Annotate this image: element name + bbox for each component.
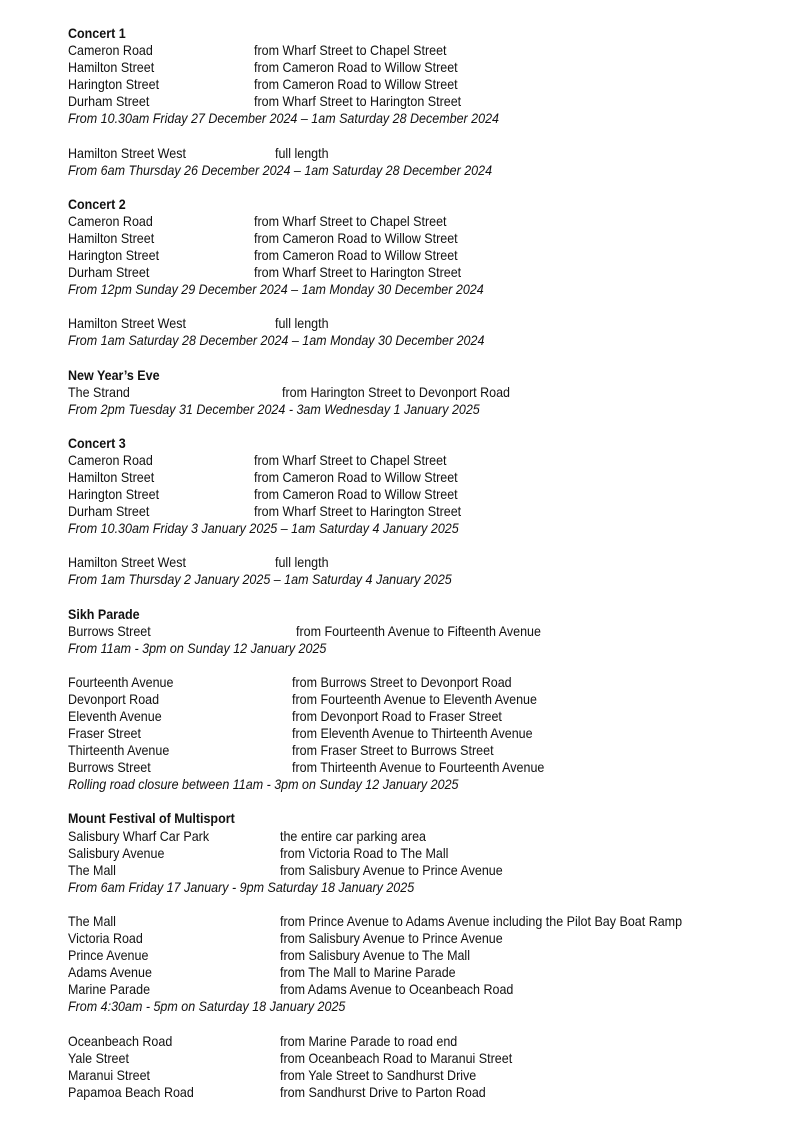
closure-group: [68, 145, 730, 179]
closure-row: [68, 247, 730, 264]
road-name: Cameron Road: [68, 43, 153, 59]
closure-row: [68, 674, 730, 691]
road-name: Harington Street: [68, 248, 160, 264]
closure-group: [68, 452, 730, 537]
road-name: Harington Street: [68, 77, 160, 93]
closure-row: [68, 708, 730, 725]
closure-period: From 1am Saturday 28 December 2024 – 1am Monday 30 December 2024: [68, 333, 485, 349]
closure-extent: from Fourteenth Avenue to Eleventh Avenue: [291, 691, 537, 707]
closure-extent: from Marine Parade to road end: [279, 1033, 458, 1049]
closure-row: [68, 828, 730, 845]
closure-row: [68, 452, 730, 469]
closure-section: [68, 25, 730, 179]
road-name: Hamilton Street: [68, 230, 155, 246]
road-name: Salisbury Avenue: [68, 845, 165, 861]
road-name: Hamilton Street West: [68, 555, 186, 571]
closure-section: [68, 435, 730, 589]
road-name: Fraser Street: [68, 726, 141, 742]
section-heading: Sikh Parade: [68, 606, 140, 622]
closure-extent: from Cameron Road to Willow Street: [253, 487, 458, 503]
road-name: Burrows Street: [68, 760, 151, 776]
closure-period: From 10.30am Friday 3 January 2025 – 1am Saturday 4 January 2025: [68, 521, 459, 537]
closure-row: [68, 1067, 730, 1084]
road-name: The Mall: [68, 913, 116, 929]
closure-extent: full length: [275, 145, 329, 161]
closure-extent: from Thirteenth Avenue to Fourteenth Avenue: [291, 760, 545, 776]
closure-extent: from Adams Avenue to Oceanbeach Road: [279, 982, 514, 998]
closure-row: [68, 845, 730, 862]
closure-row: [68, 264, 730, 281]
closure-extent: from Devonport Road to Fraser Street: [291, 709, 502, 724]
road-name: Salisbury Wharf Car Park: [68, 828, 210, 844]
road-name: Papamoa Beach Road: [68, 1084, 194, 1100]
closure-row: [68, 469, 730, 486]
closure-row: [68, 725, 730, 742]
closure-row: [68, 981, 730, 998]
section-heading: Concert 1: [68, 26, 126, 41]
road-name: Yale Street: [68, 1050, 129, 1066]
closure-extent: full length: [275, 316, 329, 332]
closure-period: From 11am - 3pm on Sunday 12 January 2025: [68, 640, 327, 656]
closure-row: [68, 623, 730, 640]
road-name: Victoria Road: [68, 931, 143, 947]
section-heading: Concert 2: [68, 196, 126, 212]
road-name: Marine Parade: [68, 982, 151, 998]
closure-extent: from Fourteenth Avenue to Fifteenth Avenue: [295, 623, 541, 639]
closure-row: [68, 913, 730, 930]
closure-section: [68, 196, 730, 350]
closure-extent: full length: [275, 555, 329, 571]
closure-row: [68, 230, 730, 247]
road-name: Thirteenth Avenue: [68, 743, 170, 759]
closure-row: [68, 213, 730, 230]
closure-row: [68, 93, 730, 110]
closure-row: [68, 503, 730, 520]
road-name: Hamilton Street West: [68, 316, 186, 332]
road-name: Prince Avenue: [68, 948, 149, 964]
closure-extent: from Cameron Road to Willow Street: [253, 248, 458, 264]
closure-row: [68, 1050, 730, 1067]
road-name: The Strand: [68, 384, 130, 400]
closure-row: [68, 947, 730, 964]
closure-extent: from Wharf Street to Chapel Street: [253, 43, 447, 59]
closure-row: [68, 486, 730, 503]
closure-extent: from Wharf Street to Harington Street: [253, 504, 462, 520]
closure-extent: from Eleventh Avenue to Thirteenth Avenue: [291, 726, 533, 742]
closure-group: [68, 913, 730, 1016]
closure-period: From 12pm Sunday 29 December 2024 – 1am Monday 30 December 2024: [68, 282, 484, 298]
road-name: The Mall: [68, 862, 116, 878]
closure-extent: from Wharf Street to Harington Street: [253, 265, 462, 281]
closure-row: [68, 384, 730, 401]
road-name: Hamilton Street: [68, 469, 155, 485]
closure-extent: from The Mall to Marine Parade: [279, 965, 456, 981]
closure-extent: from Wharf Street to Harington Street: [253, 94, 462, 110]
closure-extent: from Salisbury Avenue to The Mall: [279, 948, 470, 964]
closure-extent: from Victoria Road to The Mall: [279, 845, 449, 861]
road-name: Eleventh Avenue: [68, 709, 162, 724]
closure-extent: from Salisbury Avenue to Prince Avenue: [279, 931, 503, 947]
closure-extent: from Burrows Street to Devonport Road: [291, 674, 512, 690]
closure-row: [68, 964, 730, 981]
closure-row: [68, 862, 730, 879]
road-name: Burrows Street: [68, 623, 151, 639]
road-name: Durham Street: [68, 504, 150, 520]
closure-group: [68, 623, 730, 657]
road-name: Hamilton Street West: [68, 145, 186, 161]
closure-period: From 6am Thursday 26 December 2024 – 1am Saturday 28 December 2024: [68, 162, 493, 178]
road-name: Hamilton Street: [68, 60, 155, 76]
road-name: Oceanbeach Road: [68, 1033, 173, 1049]
closure-row: [68, 554, 730, 571]
road-name: Maranui Street: [68, 1067, 151, 1083]
closure-row: [68, 76, 730, 93]
closure-extent: from Salisbury Avenue to Prince Avenue: [279, 862, 503, 878]
section-heading: Concert 3: [68, 435, 126, 451]
closure-extent: from Yale Street to Sandhurst Drive: [279, 1067, 477, 1083]
closure-group: [68, 828, 730, 896]
closure-row: [68, 1084, 730, 1101]
road-name: Durham Street: [68, 265, 150, 281]
closure-group: [68, 42, 730, 127]
closure-extent: from Fraser Street to Burrows Street: [291, 743, 494, 759]
closure-extent: from Cameron Road to Willow Street: [253, 469, 458, 485]
closure-group: [68, 674, 730, 794]
section-heading: Mount Festival of Multisport: [68, 811, 235, 827]
road-name: Durham Street: [68, 94, 150, 110]
closure-row: [68, 59, 730, 76]
section-heading: New Year’s Eve: [68, 367, 160, 383]
closure-section: [68, 810, 730, 1100]
closure-period: Rolling road closure between 11am - 3pm on Sunday 12 January 2025: [68, 777, 459, 793]
road-closure-document: [68, 25, 730, 1101]
closure-row: [68, 42, 730, 59]
closure-group: [68, 1033, 730, 1101]
closure-section: [68, 606, 730, 794]
road-name: Cameron Road: [68, 213, 153, 229]
closure-extent: from Prince Avenue to Adams Avenue including the Pilot Bay Boat Ramp: [279, 913, 683, 929]
closure-row: [68, 930, 730, 947]
closure-extent: from Cameron Road to Willow Street: [253, 60, 458, 76]
closure-row: [68, 145, 730, 162]
closure-row: [68, 691, 730, 708]
closure-extent: from Harington Street to Devonport Road: [281, 384, 511, 400]
road-name: Cameron Road: [68, 452, 153, 468]
closure-extent: from Oceanbeach Road to Maranui Street: [279, 1050, 513, 1066]
closure-extent: from Cameron Road to Willow Street: [253, 77, 458, 93]
road-name: Adams Avenue: [68, 965, 152, 981]
closure-extent: from Sandhurst Drive to Parton Road: [279, 1084, 486, 1100]
closure-group: [68, 213, 730, 298]
closure-extent: the entire car parking area: [279, 828, 426, 844]
closure-section: [68, 367, 730, 418]
closure-group: [68, 384, 730, 418]
road-name: Fourteenth Avenue: [68, 674, 174, 690]
closure-row: [68, 1033, 730, 1050]
closure-row: [68, 742, 730, 759]
closure-extent: from Cameron Road to Willow Street: [253, 230, 458, 246]
road-name: Devonport Road: [68, 691, 160, 707]
closure-row: [68, 759, 730, 776]
closure-group: [68, 315, 730, 349]
closure-period: From 4:30am - 5pm on Saturday 18 January 2025: [68, 999, 346, 1015]
closure-extent: from Wharf Street to Chapel Street: [253, 452, 447, 468]
closure-extent: from Wharf Street to Chapel Street: [253, 213, 447, 229]
closure-period: From 10.30am Friday 27 December 2024 – 1am Saturday 28 December 2024: [68, 111, 500, 127]
closure-period: From 2pm Tuesday 31 December 2024 - 3am Wednesday 1 January 2025: [68, 401, 480, 417]
road-name: Harington Street: [68, 487, 160, 503]
closure-period: From 1am Thursday 2 January 2025 – 1am Saturday 4 January 2025: [68, 572, 452, 588]
closure-period: From 6am Friday 17 January - 9pm Saturday 18 January 2025: [68, 879, 415, 895]
closure-group: [68, 554, 730, 588]
closure-row: [68, 315, 730, 332]
